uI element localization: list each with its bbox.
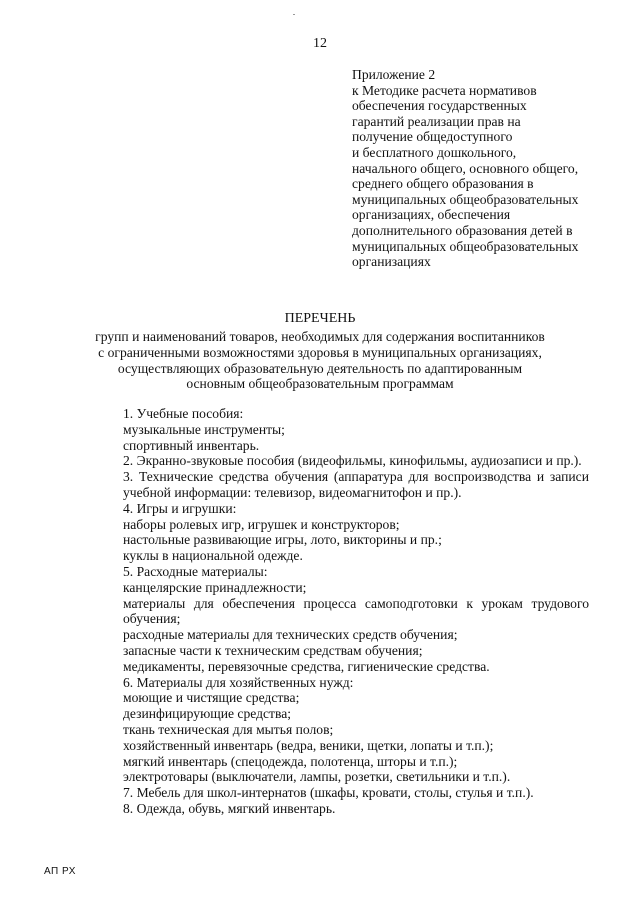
list-item: 5. Расходные материалы: bbox=[123, 563, 268, 579]
list-item: 1. Учебные пособия: bbox=[123, 406, 244, 421]
page-number: 12 bbox=[313, 36, 327, 51]
appendix-line: обеспечения государственных bbox=[352, 98, 527, 114]
list-item: 6. Материалы для хозяйственных нужд: bbox=[123, 674, 354, 690]
appendix-block bbox=[352, 67, 632, 270]
appendix-line: получение общедоступного bbox=[352, 129, 513, 145]
subtitle-line: осуществляющих образовательную деятельность по адаптированным bbox=[117, 360, 523, 376]
list-item: хозяйственный инвентарь (ведра, веники, щетки, лопаты и т.п.); bbox=[123, 737, 494, 753]
list-item: мягкий инвентарь (спецодежда, полотенца, шторы и т.п.); bbox=[123, 753, 458, 769]
list-item: медикаменты, перевязочные средства, гигиенические средства. bbox=[123, 658, 490, 674]
list-item: дезинфицирующие средства; bbox=[123, 706, 292, 722]
appendix-line: среднего общего образования в bbox=[352, 176, 534, 192]
appendix-line: организациях, обеспечения bbox=[352, 207, 511, 223]
appendix-line: Приложение 2 bbox=[352, 67, 436, 82]
footer-mark: АП РХ bbox=[44, 866, 76, 877]
appendix-line: организациях bbox=[352, 254, 431, 270]
appendix-line: гарантий реализации прав на bbox=[352, 113, 521, 129]
subtitle-line: основным общеобразовательным программам bbox=[186, 376, 454, 392]
appendix-line: начального общего, основного общего, bbox=[352, 160, 579, 176]
list-item: канцелярские принадлежности; bbox=[123, 579, 307, 595]
list-item: моющие и чистящие средства; bbox=[123, 690, 300, 706]
list-item: наборы ролевых игр, игрушек и конструкторов; bbox=[123, 516, 400, 532]
list-item: запасные части к техническим средствам обучения; bbox=[123, 642, 423, 658]
list-item: расходные материалы для технических средств обучения; bbox=[123, 627, 458, 643]
list-item: куклы в национальной одежде. bbox=[123, 548, 303, 564]
document-subtitle bbox=[0, 329, 640, 392]
list-item: 2. Экранно-звуковые пособия (видеофильмы, кинофильмы, аудиозаписи и пр.). bbox=[123, 453, 582, 469]
list-item: электротовары (выключатели, лампы, розетки, светильники и т.п.). bbox=[123, 769, 511, 785]
list-item: материалы для обеспечения процесса самоподготовки к урокам трудового обучения; bbox=[123, 595, 589, 627]
list-item: 3. Технические средства обучения (аппаратура для воспроизводства и записи учебной информации: телевизор, видеомагнитофон и пр.). bbox=[123, 469, 589, 500]
appendix-line: дополнительного образования детей в bbox=[352, 222, 573, 238]
list-item: настольные развивающие игры, лото, викторины и пр.; bbox=[123, 532, 442, 548]
list-item: спортивный инвентарь. bbox=[123, 437, 260, 453]
scan-speck bbox=[293, 14, 295, 15]
list-item: 7. Мебель для школ-интернатов (шкафы, кровати, столы, стулья и т.п.). bbox=[123, 785, 534, 801]
appendix-line: муниципальных общеобразовательных bbox=[352, 191, 579, 207]
list-item: ткань техническая для мытья полов; bbox=[123, 721, 334, 737]
appendix-line: к Методике расчета нормативов bbox=[352, 82, 537, 98]
appendix-line: и бесплатного дошкольного, bbox=[352, 144, 517, 160]
list-item: 8. Одежда, обувь, мягкий инвентарь. bbox=[123, 800, 336, 816]
goods-list bbox=[85, 406, 589, 817]
list-item: музыкальные инструменты; bbox=[123, 421, 285, 437]
list-item: 4. Игры и игрушки: bbox=[123, 500, 237, 516]
subtitle-line: групп и наименований товаров, необходимых для содержания воспитанников bbox=[95, 329, 545, 344]
document-title: ПЕРЕЧЕНЬ bbox=[284, 311, 356, 326]
appendix-line: муниципальных общеобразовательных bbox=[352, 238, 579, 254]
subtitle-line: с ограниченными возможностями здоровья в муниципальных организациях, bbox=[98, 344, 542, 360]
